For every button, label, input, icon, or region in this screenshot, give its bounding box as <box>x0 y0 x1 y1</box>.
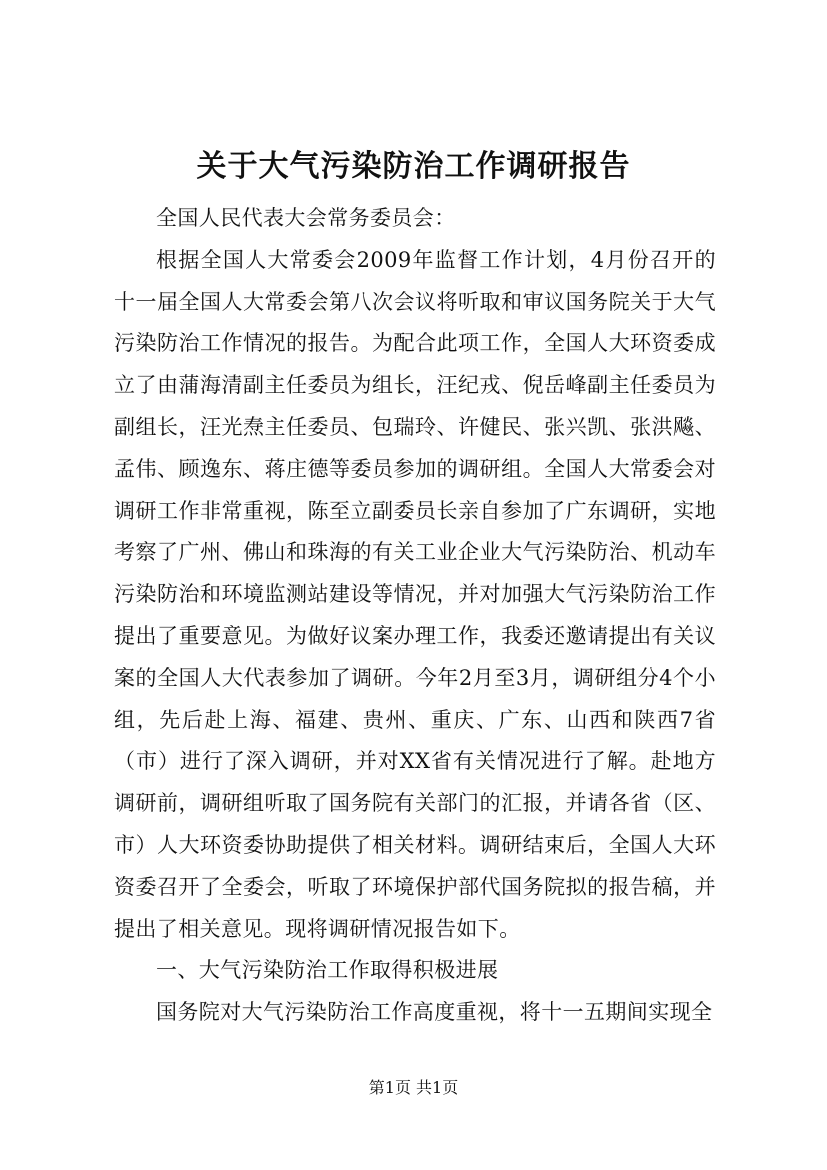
page-footer: 第1页 共1页 <box>368 1078 459 1097</box>
document-body <box>114 198 716 1034</box>
section-paragraph: 国务院对大气污染防治工作高度重视，将十一五期间实现全 <box>156 1000 713 1025</box>
section-heading: 一、大气污染防治工作取得积极进展 <box>156 958 499 983</box>
salutation: 全国人民代表大会常务委员会： <box>156 206 456 230</box>
document-title: 关于大气污染防治工作调研报告 <box>196 149 631 184</box>
intro-paragraph: 根据全国人大常委会2009年监督工作计划，4月份召开的十一届全国人大常委会第八次会议将听取和审议国务院关于大气污染防治工作情况的报告。为配合此项工作，全国人大环资委成立了由蒲海清副主任委员为组长，汪纪戎、倪岳峰副主任委员为副组长，汪光焘主任委员、包瑞玲、许健民、张兴凯、张洪飚、孟伟、顾逸东、蒋庄德等委员参加的调研组。全国人大常委会对调研工作非常重视，陈至立副委员长亲自参加了广东调研，实地考察了广州、佛山和珠海的有关工业企业大气污染防治、机动车污染防治和环境监测站建设等情况，并对加强大气污染防治工作提出了重要意见。为做好议案办理工作，我委还邀请提出有关议案的全国人大代表参加了调研。今年2月至3月，调研组分4个小组，先后赴上海、福建、贵州、重庆、广东、山西和陕西7省（市）进行了深入调研，并对XX省有关情况进行了解。赴地方调研前，调研组听取了国务院有关部门的汇报，并请各省（区、市）人大环资委协助提供了相关材料。调研结束后，全国人大环资委召开了全委会，听取了环境保护部代国务院拟的报告稿，并提出了相关意见。现将调研情况报告如下。 <box>114 247 716 941</box>
